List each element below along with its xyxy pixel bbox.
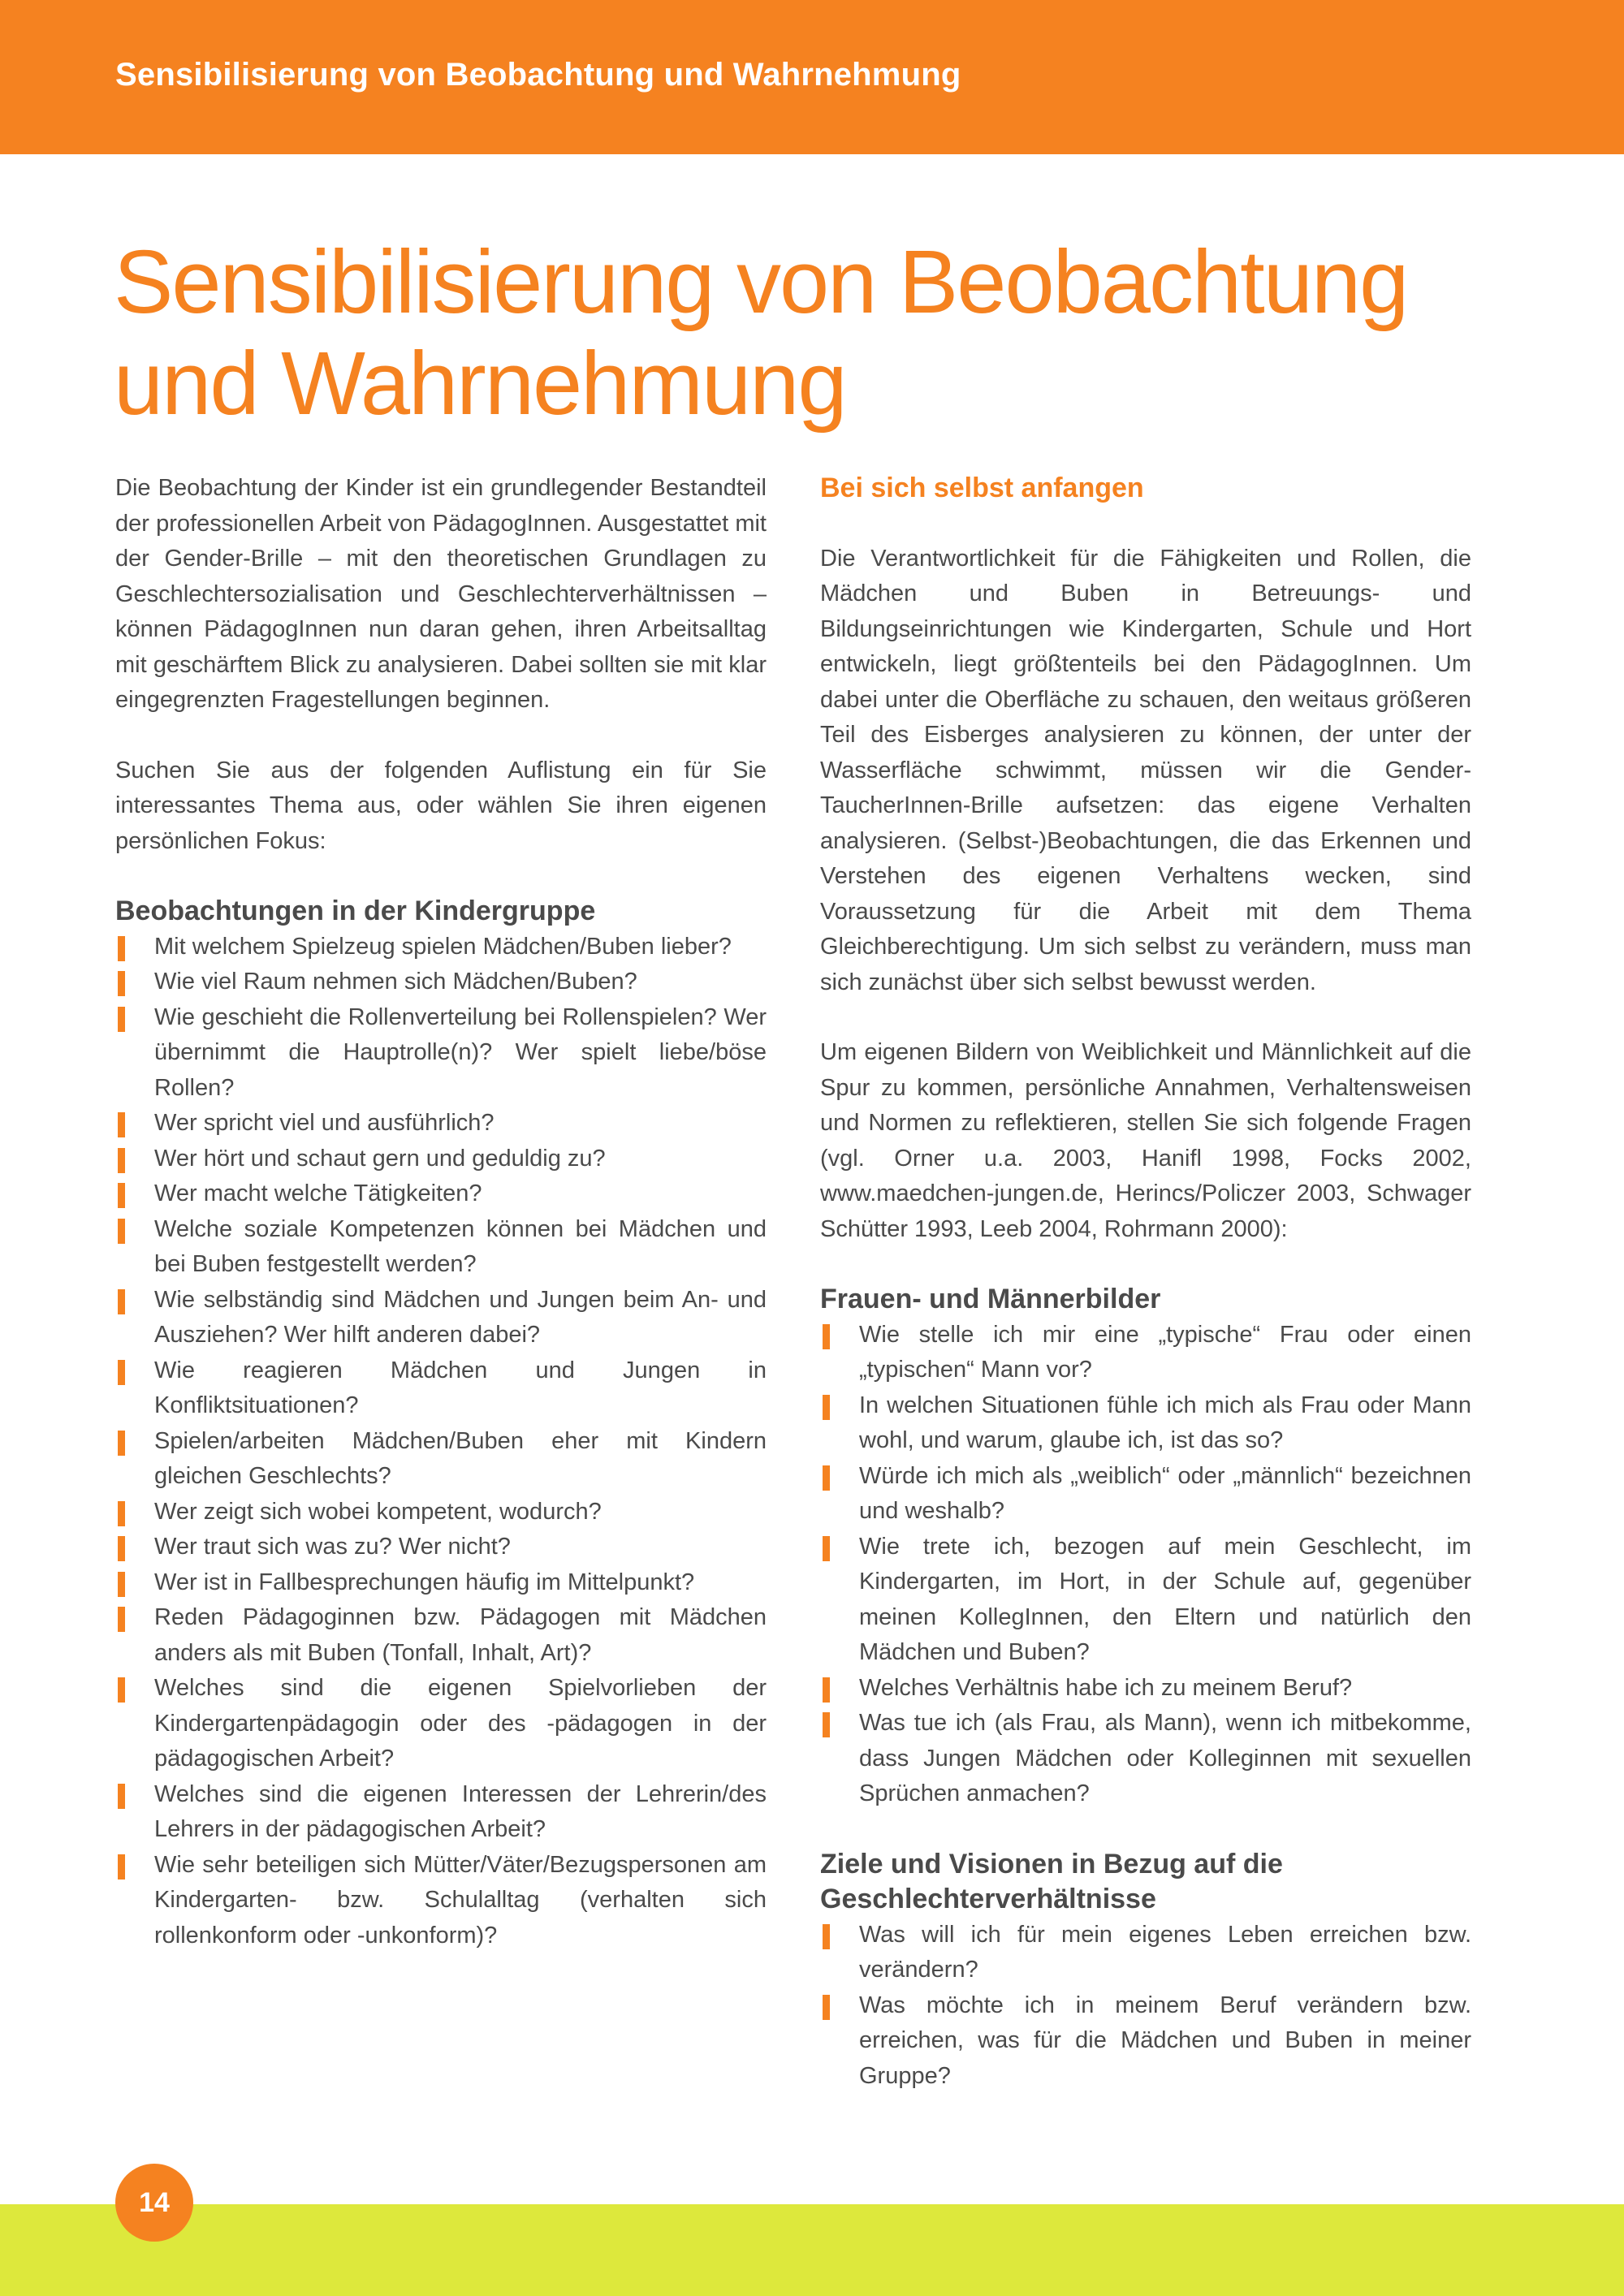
bullet-marker-icon [823,1536,830,1561]
bullet-marker-icon [118,1854,125,1880]
right-paragraph-1: Die Verantwortlichkeit für die Fähigkeiten und Rollen, die Mädchen und Buben in Betreuungs- und Bildungseinrichtungen wie Kindergarten, Schule und Hort entwickeln, liegt größtenteils bei den PädagogInnen. Um dabei unter die Oberfläche zu schauen, den weitaus größeren Teil des Eisberges analysieren zu können, der unter der Wasserfläche schwimmt, müssen wir die Gender-TaucherInnen-Brille aufsetzen: das eigene Verhalten analysieren. (Selbst-)Beobachtungen, die das Erkennen und Verstehen des eigenen Verhaltens wecken, sind Voraussetzung für die Arbeit mit dem Thema Gleichberechtigung. Um sich selbst zu verändern, muss man sich zunächst über sich selbst bewusst werden. [820,545,1471,995]
bullet-marker-icon [118,1219,125,1244]
bullet-marker-icon [823,1395,830,1420]
bilder-list [820,1318,1471,1812]
bullet-marker-icon [118,1148,125,1173]
list-item: Wie reagieren Mädchen und Jungen in Konfliktsituationen? [115,1353,767,1424]
list-item: Wie viel Raum nehmen sich Mädchen/Buben? [115,965,767,1000]
kindergruppe-list [115,930,767,1954]
bullet-marker-icon [118,936,125,961]
list-item: Wer traut sich was zu? Wer nicht? [115,1530,767,1565]
left-column [115,471,767,1953]
intro-paragraph-2: Suchen Sie aus der folgenden Auflistung ein für Sie interessantes Thema aus, oder wählen Sie ihren eigenen persönlichen Fokus: [115,757,767,854]
list-item: Wer zeigt sich wobei kompetent, wodurch? [115,1495,767,1530]
list-item: Welches Verhältnis habe ich zu meinem Beruf? [820,1671,1471,1707]
bullet-marker-icon [823,1465,830,1491]
list-item: Wie geschieht die Rollenverteilung bei Rollenspielen? Wer übernimmt die Hauptrolle(n)? Wer spielt liebe/böse Rollen? [115,1000,767,1107]
list-item: Wer macht welche Tätigkeiten? [115,1176,767,1212]
list-item: Wie sehr beteiligen sich Mütter/Väter/Bezugspersonen am Kindergarten- bzw. Schulalltag (verhalten sich rollenkonform oder -unkonform)? [115,1848,767,1954]
page-title [114,231,1543,434]
footer-band [0,2204,1624,2296]
bullet-marker-icon [118,1536,125,1561]
bullet-marker-icon [118,1677,125,1703]
page-title-line-1: Sensibilisierung von Beobachtung [114,232,1408,332]
bullet-marker-icon [823,1995,830,2020]
bullet-marker-icon [118,1607,125,1632]
section-title-ziele-line-2: Geschlechterverhältnisse [820,1884,1156,1914]
list-item: Welches sind die eigenen Interessen der Lehrerin/des Lehrers in der pädagogischen Arbeit? [115,1777,767,1848]
bullet-marker-icon [823,1924,830,1949]
section-title-bilder: Frauen- und Männerbilder [820,1284,1161,1314]
page-title-line-2: und Wahrnehmung [114,334,846,434]
section-title-ziele-line-1: Ziele und Visionen in Bezug auf die [820,1848,1283,1880]
ziele-list [820,1918,1471,2095]
right-paragraph-2: Um eigenen Bildern von Weiblichkeit und Männlichkeit auf die Spur zu kommen, persönliche Annahmen, Verhaltensweisen und Normen zu reflektieren, stellen Sie sich folgende Fragen (vgl. Orner u.a. 2003, Hanifl 1998, Focks 2002, www.maedchen-jungen.de, Herincs/Policzer 2003, Schwager Schütter 1993, Leeb 2004, Rohrmann 2000): [820,1039,1471,1242]
bullet-marker-icon [823,1324,830,1349]
bullet-marker-icon [118,1360,125,1385]
list-item: Spielen/arbeiten Mädchen/Buben eher mit Kindern gleichen Geschlechts? [115,1424,767,1495]
bullet-marker-icon [118,1007,125,1032]
list-item: Was möchte ich in meinem Beruf verändern bzw. erreichen, was für die Mädchen und Buben in meiner Gruppe? [820,1988,1471,2095]
list-item: Welche soziale Kompetenzen können bei Mädchen und bei Buben festgestellt werden? [115,1212,767,1283]
bullet-marker-icon [118,1501,125,1526]
section-heading-selbst: Bei sich selbst anfangen [820,473,1144,503]
list-item: Wer spricht viel und ausführlich? [115,1106,767,1142]
bullet-marker-icon [118,971,125,996]
list-item: Was tue ich (als Frau, als Mann), wenn ich mitbekomme, dass Jungen Mädchen oder Kolleginnen mit sexuellen Sprüchen anmachen? [820,1706,1471,1812]
list-item: Mit welchem Spielzeug spielen Mädchen/Buben lieber? [115,930,767,965]
intro-paragraph: Die Beobachtung der Kinder ist ein grundlegender Bestandteil der professionellen Arbeit von PädagogInnen. Ausgestattet mit der Gender-Brille – mit den theoretischen Grundlagen zu Geschlechtersozialisation und Geschlechterverhältnissen – können PädagogInnen nun daran gehen, ihren Arbeitsalltag mit geschärftem Blick zu analysieren. Dabei sollten sie mit klar eingegrenzten Fragestellungen beginnen. [115,475,767,713]
section-title-kindergruppe: Beobachtungen in der Kindergruppe [115,896,596,926]
bullet-marker-icon [118,1289,125,1314]
bullet-marker-icon [118,1431,125,1456]
page-number-badge: 14 [115,2164,193,2242]
list-item: Würde ich mich als „weiblich“ oder „männlich“ bezeichnen und weshalb? [820,1459,1471,1530]
bullet-marker-icon [118,1183,125,1208]
list-item: Welches sind die eigenen Spielvorlieben der Kindergartenpädagogin oder des -pädagogen in der pädagogischen Arbeit? [115,1671,767,1777]
list-item: Wie stelle ich mir eine „typische“ Frau oder einen „typischen“ Mann vor? [820,1318,1471,1388]
bullet-marker-icon [118,1112,125,1137]
list-item: Wer ist in Fallbesprechungen häufig im Mittelpunkt? [115,1565,767,1601]
section-title-ziele [820,1847,1471,1918]
header-title: Sensibilisierung von Beobachtung und Wahrnehmung [115,57,961,93]
bullet-marker-icon [118,1572,125,1597]
bullet-marker-icon [823,1677,830,1703]
list-item: Wer hört und schaut gern und geduldig zu? [115,1142,767,1177]
list-item: In welchen Situationen fühle ich mich als Frau oder Mann wohl, und warum, glaube ich, ist das so? [820,1388,1471,1459]
list-item: Was will ich für mein eigenes Leben erreichen bzw. verändern? [820,1918,1471,1988]
list-item: Reden Pädagoginnen bzw. Pädagogen mit Mädchen anders als mit Buben (Tonfall, Inhalt, Art)? [115,1600,767,1671]
header-band [0,0,1624,154]
bullet-marker-icon [118,1784,125,1809]
right-column [820,471,1471,2094]
list-item: Wie trete ich, bezogen auf mein Geschlecht, im Kindergarten, im Hort, in der Schule auf, gegenüber meinen KollegInnen, den Eltern und natürlich den Mädchen und Buben? [820,1530,1471,1671]
bullet-marker-icon [823,1712,830,1737]
list-item: Wie selbständig sind Mädchen und Jungen beim An- und Ausziehen? Wer hilft anderen dabei? [115,1283,767,1353]
